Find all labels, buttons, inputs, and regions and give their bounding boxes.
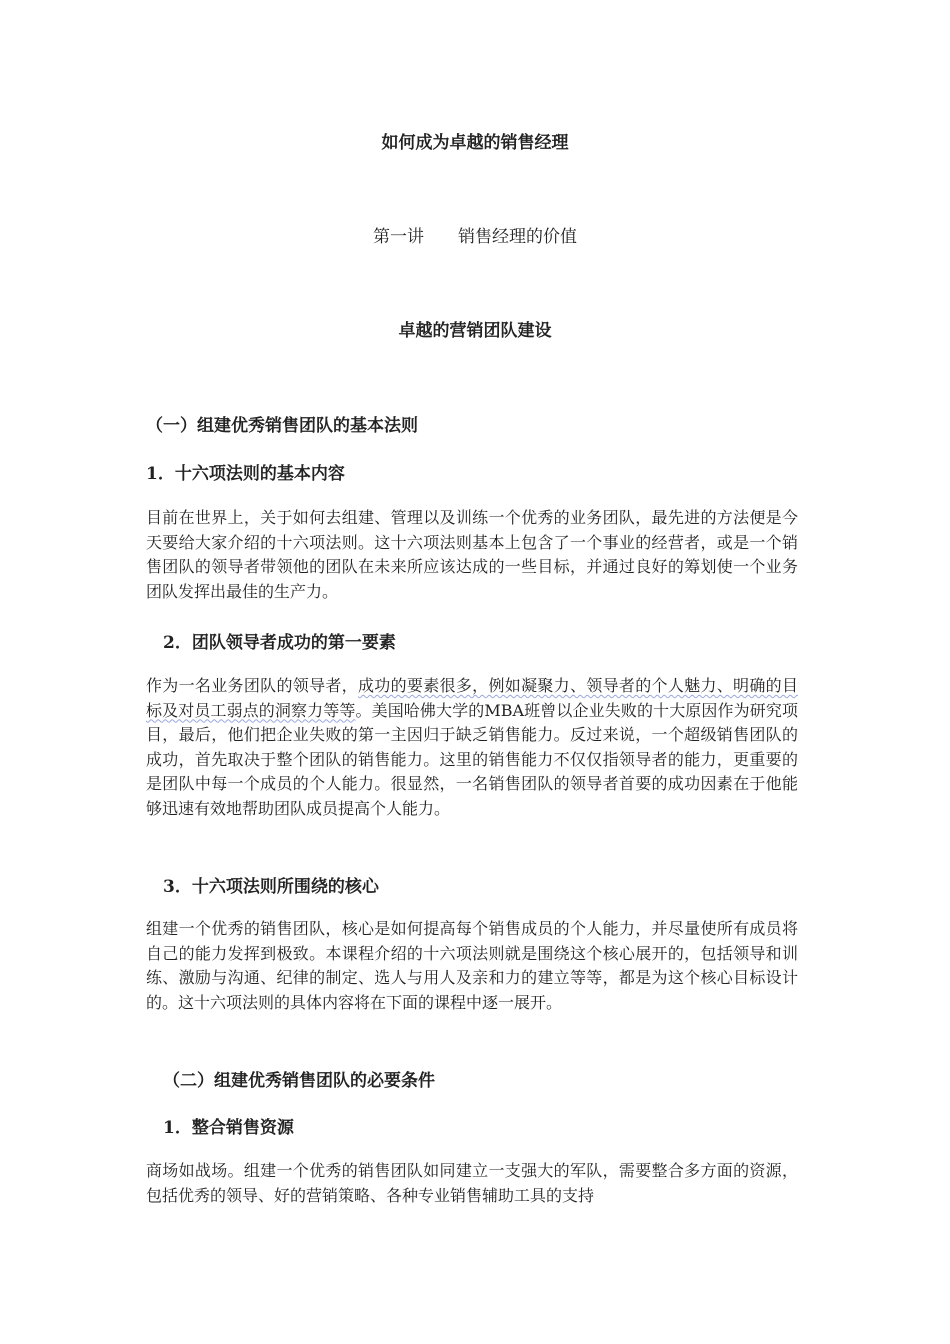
document-title: 如何成为卓越的销售经理 — [381, 133, 569, 153]
paragraph-4: 商场如战场。组建一个优秀的销售团队如同建立一支强大的军队，需要整合多方面的资源，包括优秀的领导、好的营销策略、各种专业销售辅助工具的支持 — [146, 1161, 798, 1205]
heading-2-1: 1．整合销售资源 — [163, 1118, 294, 1138]
lecture-title: 第一讲 销售经理的价值 — [373, 227, 577, 247]
paragraph-2 — [146, 674, 798, 821]
part-two-heading: （二）组建优秀销售团队的必要条件 — [163, 1071, 435, 1091]
heading-1-1: 1．十六项法则的基本内容 — [146, 464, 345, 484]
part-one-heading: （一）组建优秀销售团队的基本法则 — [146, 416, 418, 436]
paragraph-2-part-c: 。美国哈佛大学的MBA班曾以企业失败的十大原因作为研究项目，最后，他们把企业失败的第一主因归于缺乏销售能力。反过来说，一个超级销售团队的成功，首先取决于整个团队的销售能力。这里的销售能力不仅仅指领导者的能力，更重要的是团队中每一个成员的个人能力。很显然，一名销售团队的领导者首要的成功因素在于他能够迅速有效地帮助团队成员提高个人能力。 — [146, 700, 798, 818]
grammar-check-squiggle-text: 成功的要素很多，例如凝聚力、领导者的个人魅力、明确的目标及对员工弱点的洞察力等等 — [146, 676, 798, 720]
paragraph-1: 目前在世界上，关于如何去组建、管理以及训练一个优秀的业务团队，最先进的方法便是今天要给大家介绍的十六项法则。这十六项法则基本上包含了一个事业的经营者，或是一个销售团队的领导者带领他的团队在未来所应该达成的一些目标，并通过良好的筹划使一个业务团队发挥出最佳的生产力。 — [146, 508, 798, 601]
section-title: 卓越的营销团队建设 — [398, 321, 552, 341]
paragraph-3: 组建一个优秀的销售团队，核心是如何提高每个销售成员的个人能力，并尽量使所有成员将自己的能力发挥到极致。本课程介绍的十六项法则就是围绕这个核心展开的，包括领导和训练、激励与沟通、纪律的制定、选人与用人及亲和力的建立等等，都是为这个核心目标设计的。这十六项法则的具体内容将在下面的课程中逐一展开。 — [146, 919, 798, 1012]
heading-1-3: 3．十六项法则所围绕的核心 — [163, 877, 379, 897]
heading-1-2: 2．团队领导者成功的第一要素 — [163, 633, 396, 653]
paragraph-2-part-a: 作为一名业务团队的领导者， — [146, 676, 358, 695]
